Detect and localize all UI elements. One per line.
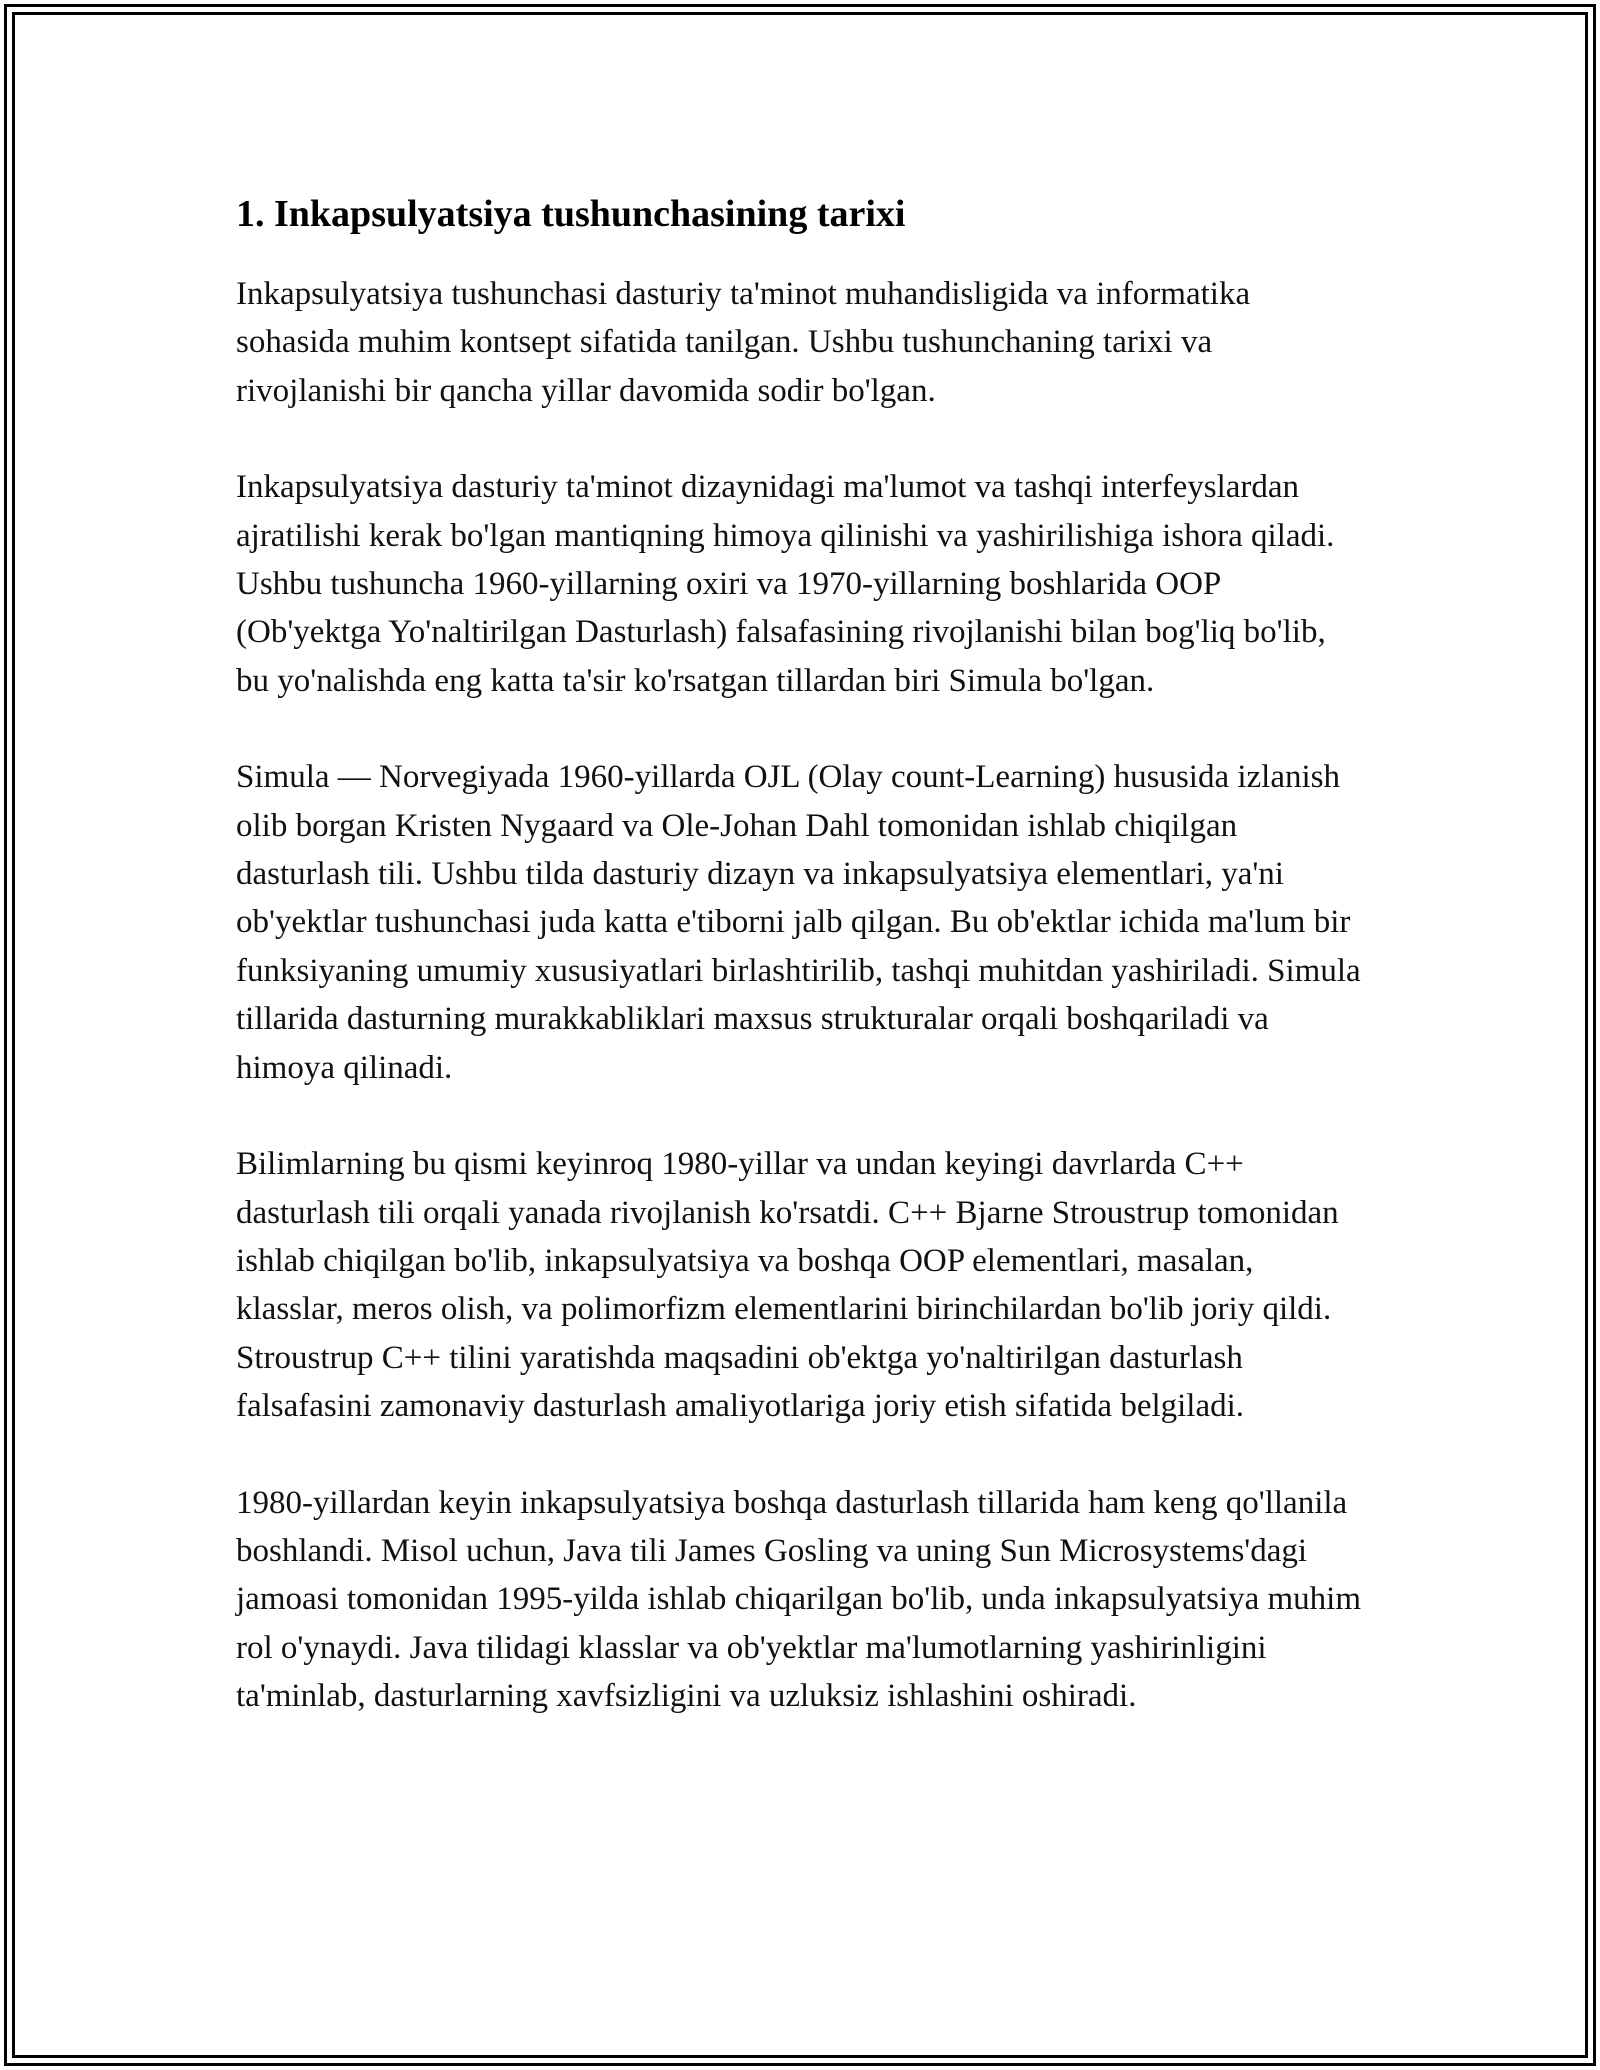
section-heading: 1. Inkapsulyatsiya tushunchasining tarixi	[236, 193, 906, 235]
paragraph-3: Simula — Norvegiyada 1960-yillarda OJL (Olay count-Learning) hususida izlanish olib borgan Kristen Nygaard va Ole-Johan Dahl tomonidan ishlab chiqilgan dasturlash tili. Ushbu tilda dasturiy dizayn va inkapsulyatsiya elementlari, ya'ni ob'yektlar tushunchasi juda katta e'tiborni jalb qilgan. Bu ob'ektlar ichida ma'lum bir funksiyaning umumiy xususiyatlari birlashtirilib, tashqi muhitdan yashiriladi. Simula tillarida dasturning murakkabliklari maxsus strukturalar orqali boshqariladi va himoya qilinadi.	[236, 759, 1361, 1086]
paragraph-1: Inkapsulyatsiya tushunchasi dasturiy ta'minot muhandisligida va informatika sohasida muhim kontsept sifatida tanilgan. Ushbu tushunchaning tarixi va rivojlanishi bir qancha yillar davomida sodir bo'lgan.	[236, 276, 1251, 409]
document-body	[236, 186, 1366, 1769]
paragraph-5: 1980-yillardan keyin inkapsulyatsiya boshqa dasturlash tillarida ham keng qo'llanila boshlandi. Misol uchun, Java tili James Gosling va uning Sun Microsystems'dagi jamoasi tomonidan 1995-yilda ishlab chiqarilgan bo'lib, unda inkapsulyatsiya muhim rol o'ynaydi. Java tilidagi klasslar va ob'yektlar ma'lumotlarning yashirinligini ta'minlab, dasturlarning xavfsizligini va uzluksiz ishlashini oshiradi.	[236, 1484, 1362, 1715]
paragraph-4: Bilimlarning bu qismi keyinroq 1980-yillar va undan keyingi davrlarda C++ dasturlash tili orqali yanada rivojlanish ko'rsatdi. C++ Bjarne Stroustrup tomonidan ishlab chiqilgan bo'lib, inkapsulyatsiya va boshqa OOP elementlari, masalan, klasslar, meros olish, va polimorfizm elementlarini birinchilardan bo'lib joriy qildi. Stroustrup C++ tilini yaratishda maqsadini ob'ektga yo'naltirilgan dasturlash falsafasini zamonaviy dasturlash amaliyotlariga joriy etish sifatida belgiladi.	[236, 1146, 1339, 1425]
paragraph-2: Inkapsulyatsiya dasturiy ta'minot dizaynidagi ma'lumot va tashqi interfeyslardan ajratilishi kerak bo'lgan mantiqning himoya qilinishi va yashirilishiga ishora qiladi. Ushbu tushuncha 1960-yillarning oxiri va 1970-yillarning boshlarida OOP (Ob'yektga Yo'naltirilgan Dasturlash) falsafasining rivojlanishi bilan bog'liq bo'lib, bu yo'nalishda eng katta ta'sir ko'rsatgan tillardan biri Simula bo'lgan.	[236, 469, 1335, 699]
